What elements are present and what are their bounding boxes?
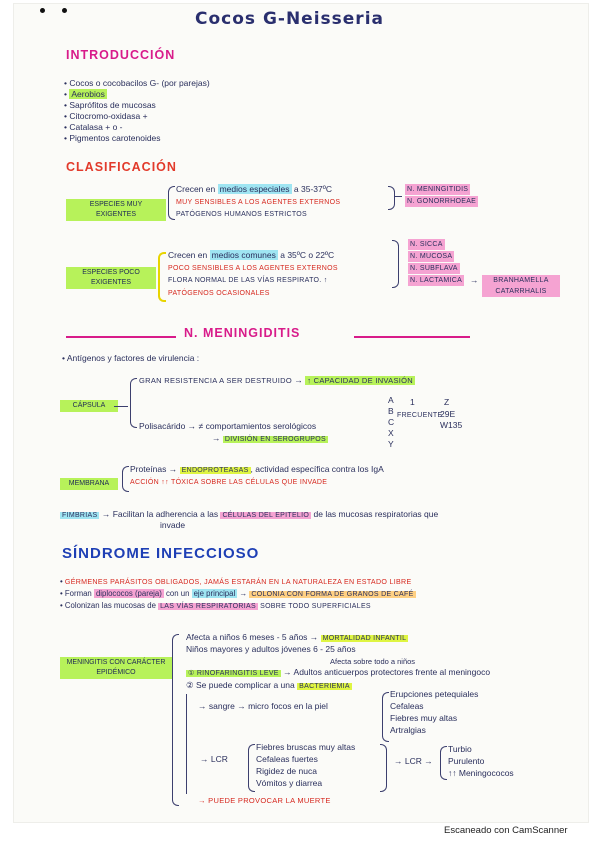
g2-line4: PATÓGENOS OCASIONALES xyxy=(168,290,270,297)
antigenos-line: • Antígenos y factores de virulencia : xyxy=(62,353,200,363)
brace xyxy=(130,378,137,428)
serogroup: C xyxy=(388,417,395,427)
intro-heading: INTRODUCCIÓN xyxy=(66,48,176,62)
species: N. SICCA xyxy=(410,241,443,248)
corner-dot xyxy=(40,8,45,13)
branhamella: BRANHAMELLA CATARRHALIS xyxy=(482,275,560,297)
capsula-line1: GRAN RESISTENCIA A SER DESTRUIDO → ↑ CAPACIDAD DE INVASIÓN xyxy=(139,375,414,385)
lcr2-label: → LCR → xyxy=(394,756,433,766)
serogroup: X xyxy=(388,428,394,438)
sind-r6: → sangre → micro focos en la piel xyxy=(198,701,328,711)
intro-item: • Catalasa + o - xyxy=(64,122,123,132)
intro-item: • Saprófitos de mucosas xyxy=(64,100,156,110)
fimbrias-line1: FIMBRIAS → Facilitan la adherencia a las CÉLULAS DEL EPITELIO de las mucosas respiratorias que xyxy=(62,509,439,519)
serogroup: Y xyxy=(388,439,394,449)
lcr-finding: Purulento xyxy=(448,756,485,766)
g1-line3: PATÓGENOS HUMANOS ESTRICTOS xyxy=(176,211,308,218)
species: N. LACTAMICA xyxy=(410,277,463,284)
group-label: ESPECIES POCO EXIGENTES xyxy=(66,267,156,289)
intro-item: • Aerobios xyxy=(64,89,105,99)
membrana-line2: ACCIÓN ↑↑ TÓXICA SOBRE LAS CÉLULAS QUE INVADE xyxy=(130,479,328,486)
skin-symptom: Cefaleas xyxy=(390,701,424,711)
g2-line1: Crecen en medios comunes a 35ºC o 22ºC xyxy=(168,250,335,260)
serogroup: A xyxy=(388,395,394,405)
species: N. MENINGITIDIS xyxy=(407,186,469,193)
g1-line2: MUY SENSIBLES A LOS AGENTES EXTERNOS xyxy=(176,199,341,206)
g2-line2: POCO SENSIBLES A LOS AGENTES EXTERNOS xyxy=(168,265,338,272)
meningeal-symptom: Cefaleas fuertes xyxy=(256,754,318,764)
brace xyxy=(168,186,175,220)
intro-item: • Citocromo-oxidasa + xyxy=(64,111,148,121)
brace xyxy=(440,746,447,780)
sind-r5: ② Se puede complicar a una BACTERIEMIA xyxy=(186,680,350,690)
sind-r4: ① RINOFARINGITIS LEVE → Adultos anticuerpos protectores frente al meningoco xyxy=(188,667,491,677)
species: N. MUCOSA xyxy=(410,253,453,260)
sind-r2: Niños mayores y adultos jóvenes 6 - 25 años xyxy=(186,644,356,654)
brace xyxy=(158,252,166,302)
menin-heading: N. MENINGIDITIS xyxy=(184,326,301,340)
meningeal-symptom: Rigidez de nuca xyxy=(256,766,317,776)
sindrome-heading: SÍNDROME INFECCIOSO xyxy=(62,545,260,562)
skin-symptom: Fiebres muy altas xyxy=(390,713,458,723)
meningeal-symptom: Fiebres bruscas muy altas xyxy=(256,742,356,752)
arrow: → xyxy=(470,275,479,285)
lcr-label: → LCR xyxy=(200,754,228,764)
meningitis-box: MENINGITIS CON CARÁCTER EPIDÉMICO xyxy=(60,657,172,679)
brace xyxy=(388,186,395,210)
membrana-label: MEMBRANA xyxy=(60,478,118,490)
intro-item: • Pigmentos carotenoides xyxy=(64,133,161,143)
brace xyxy=(382,692,389,742)
serogroup-extra: Z xyxy=(444,397,450,407)
sind-r3: Afecta sobre todo a niños xyxy=(330,657,416,666)
frecuente-note: FRECUENTE xyxy=(397,412,443,419)
divider-line xyxy=(354,336,470,338)
brace xyxy=(122,466,129,492)
scanner-footer: Escaneado con CamScanner xyxy=(444,825,568,836)
sind-r1: Afecta a niños 6 meses - 5 años → MORTALIDAD INFANTIL xyxy=(186,632,407,642)
intro-item: • Cocos o cocobacilos G- (por parejas) xyxy=(64,78,210,88)
capsula-line3: → DIVISIÓN EN SEROGRUPOS xyxy=(212,433,326,443)
serogroup-extra: 29E xyxy=(440,409,456,419)
clasif-heading: CLASIFICACIÓN xyxy=(66,160,177,174)
serogroup-extra: W135 xyxy=(440,420,463,430)
connector xyxy=(186,694,187,794)
sindrome-bullet: • Colonizan las mucosas de LAS VÍAS RESPIRATORIAS SOBRE TODO SUPERFICIALES xyxy=(60,601,371,610)
species: N. GONORRHOEAE xyxy=(407,198,477,205)
brace xyxy=(380,744,387,792)
fimbrias-line2: invade xyxy=(160,520,186,530)
capsula-label: CÁPSULA xyxy=(60,400,118,412)
muerte-line: → PUEDE PROVOCAR LA MUERTE xyxy=(198,796,331,805)
meningeal-symptom: Vómitos y diarrea xyxy=(256,778,323,788)
lcr-finding: ↑↑ Meningococos xyxy=(448,768,514,778)
serogroup: B xyxy=(388,406,394,416)
corner-dot xyxy=(62,8,67,13)
brace xyxy=(172,634,179,806)
capsula-line2: Polisacárido → ≠ comportamientos serológicos xyxy=(139,421,317,431)
sindrome-bullet: • Forman diplococos (pareja) con un eje principal → COLONIA CON FORMA DE GRANOS DE CAFÉ xyxy=(60,589,414,598)
page-title: Cocos G-Neisseria xyxy=(195,9,384,29)
membrana-line1: Proteínas → ENDOPROTEASAS , actividad específica contra los IgA xyxy=(130,464,384,474)
group-label: ESPECIES MUY EXIGENTES xyxy=(66,199,166,221)
skin-symptom: Artralgias xyxy=(390,725,426,735)
connector xyxy=(394,196,402,197)
brace xyxy=(248,744,255,792)
species: N. SUBFLAVA xyxy=(410,265,458,272)
connector xyxy=(114,406,128,407)
serogroup-extra: 1 xyxy=(410,397,415,407)
skin-symptom: Erupciones petequiales xyxy=(390,689,479,699)
g2-line3: FLORA NORMAL DE LAS VÍAS RESPIRATO. ↑ xyxy=(168,277,328,284)
sindrome-bullet: • GÉRMENES PARÁSITOS OBLIGADOS, JAMÁS ESTARÁN EN LA NATURALEZA EN ESTADO LIBRE xyxy=(60,577,412,586)
lcr-finding: Turbio xyxy=(448,744,472,754)
divider-line xyxy=(66,336,176,338)
brace xyxy=(392,240,399,288)
g1-line1: Crecen en medios especiales a 35-37ºC xyxy=(176,184,332,194)
